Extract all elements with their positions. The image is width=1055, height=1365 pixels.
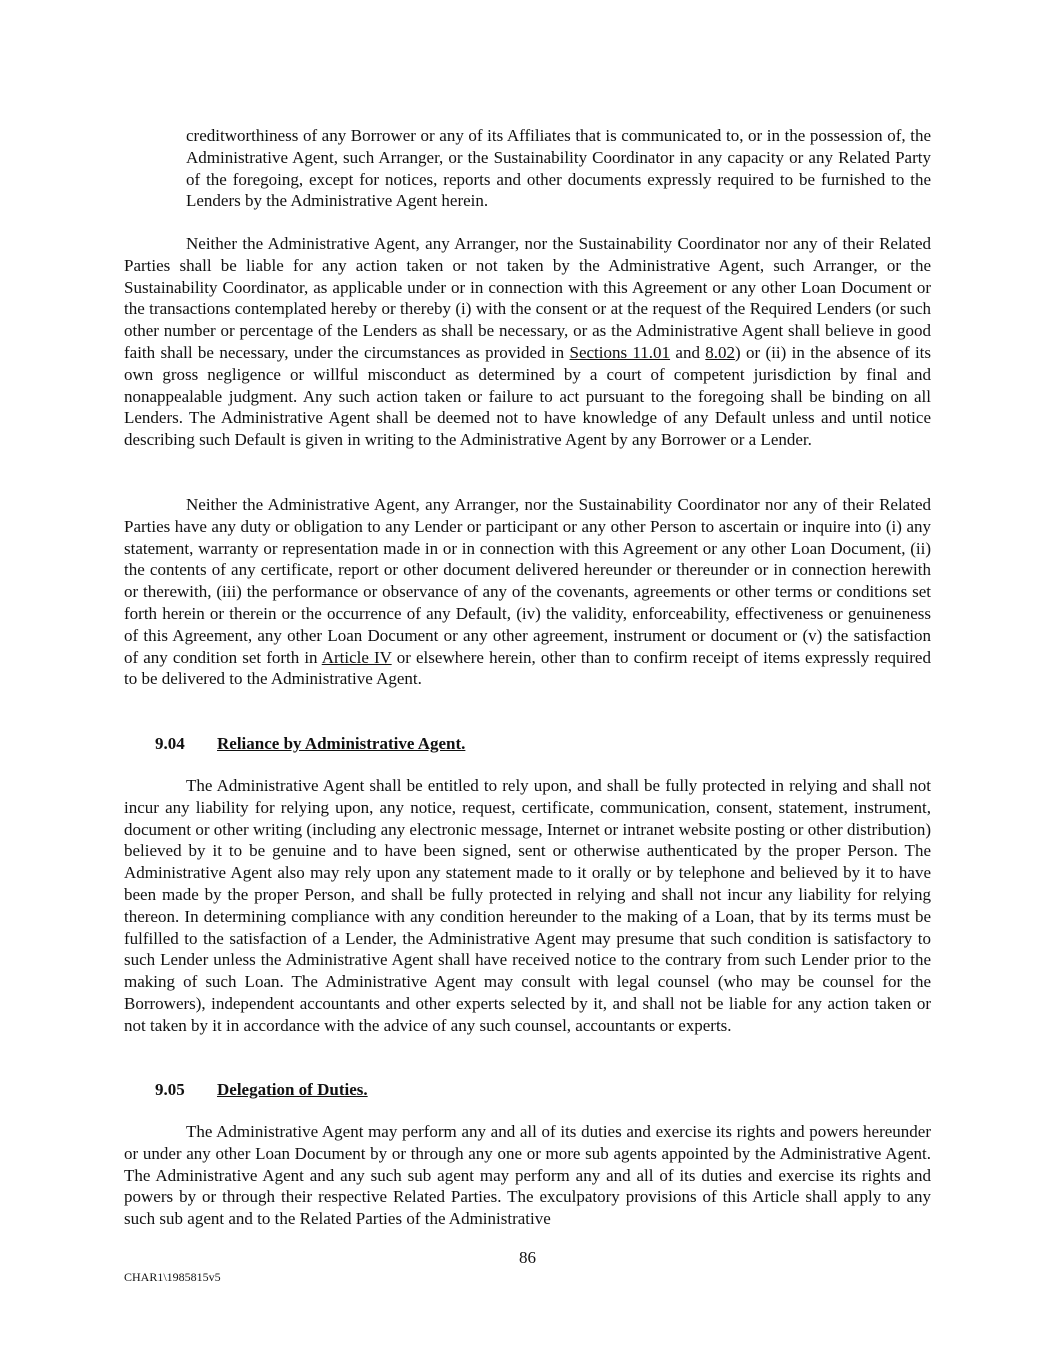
paragraph-text: Neither the Administrative Agent, any Arranger, nor the Sustainability Coordinator nor any of their Related Parties shall be liable for any action taken or not taken by the Administrative Agent, such Arranger, or the Sustainability Coordinator, as applicable under or in connection with this Agreement or any other Loan Document or the transactions contemplated hereby or thereby (i) with the consent or at the request of the Required Lenders (or such other number or percentage of the Lenders as shall be necessary, or as the Administrative Agent shall believe in good faith shall be necessary, under the circumstances as provided in: [124, 234, 931, 362]
cross-reference-sections-11-01: Sections 11.01: [569, 342, 671, 362]
paragraph-delegation: The Administrative Agent may perform any and all of its duties and exercise its rights and powers hereunder or under any other Loan Document by or through any one or more sub agents appointed by the Administrative Agent. The Administrative Agent and any such sub agent may perform any and all of its duties and exercise its rights and powers by or through their respective Related Parties. The exculpatory provisions of this Article shall apply to any such sub agent and to the Related Parties of the Administrative: [124, 1122, 931, 1229]
paragraph-text: ) or (ii) in the absence of its own gross negligence or willful misconduct as determined by a court of competent jurisdiction by final and nonappealable judgment. Any such action taken or failure to act pursuant to the foregoing shall be binding on all Lenders. The Administrative Agent shall be deemed not to have knowledge of any Default unless and until notice describing such Default is given in writing to the Administrative Agent by any Borrower or a Lender.: [124, 342, 932, 450]
section-title: Reliance by Administrative Agent.: [217, 734, 466, 753]
section-title: Delegation of Duties.: [217, 1080, 368, 1099]
paragraph-text: and: [670, 342, 706, 362]
section-heading-9-04: [155, 733, 465, 755]
paragraph-liability: [124, 233, 931, 451]
cross-reference-article-iv: Article IV: [321, 647, 392, 667]
document-id: CHAR1\1985815v5: [124, 1270, 221, 1284]
paragraph-text: or elsewhere herein, other than to confirm receipt of items expressly required to be delivered to the Administrative Agent.: [124, 647, 931, 689]
paragraph-text: Neither the Administrative Agent, any Arranger, nor the Sustainability Coordinator nor any of their Related Parties have any duty or obligation to any Lender or participant or any other Person to ascertain or inquire into (i) any statement, warranty or representation made in or in connection with this Agreement or any other Loan Document, (ii) the contents of any certificate, report or other document delivered hereunder or thereunder or in connection herewith or therewith, (iii) the performance or observance of any of the covenants, agreements or other terms or conditions set forth herein or therein or the occurrence of any Default, (iv) the validity, enforceability, effectiveness or genuineness of this Agreement, any other Loan Document or any other agreement, instrument or document or (v) the satisfaction of any condition set forth in: [124, 495, 931, 667]
section-heading-9-05: [155, 1079, 368, 1101]
section-number: 9.05: [155, 1080, 185, 1099]
page-number: 86: [519, 1248, 536, 1267]
paragraph-reliance: The Administrative Agent shall be entitled to rely upon, and shall be fully protected in relying and shall not incur any liability for relying upon, any notice, request, certificate, communication, consent, statement, instrument, document or other writing (including any electronic message, Internet or intranet website posting or other distribution) believed by it to be genuine and to have been signed, sent or otherwise authenticated by the proper Person. The Administrative Agent also may rely upon any statement made to it orally or by telephone and believed by it to have been made by the proper Person, and shall be fully protected in relying and shall not incur any liability for relying thereon. In determining compliance with any condition hereunder to the making of a Loan, that by its terms must be fulfilled to the satisfaction of a Lender, the Administrative Agent may presume that such condition is satisfactory to such Lender unless the Administrative Agent shall have received notice to the contrary from such Lender prior to the making of such Loan. The Administrative Agent may consult with legal counsel (who may be counsel for the Borrowers), independent accountants and other experts selected by it, and shall not be liable for any action taken or not taken by it in accordance with the advice of any such counsel, accountants or experts.: [124, 776, 931, 1035]
paragraph-duty: [124, 494, 931, 690]
paragraph-continuation: creditworthiness of any Borrower or any of its Affiliates that is communicated to, or in the possession of, the Administrative Agent, such Arranger, or the Sustainability Coordinator in any capacity or any Related Party of the foregoing, except for notices, reports and other documents expressly required to be furnished to the Lenders by the Administrative Agent herein.: [186, 126, 931, 211]
section-number: 9.04: [155, 734, 185, 753]
cross-reference-8-02: 8.02: [705, 342, 736, 362]
